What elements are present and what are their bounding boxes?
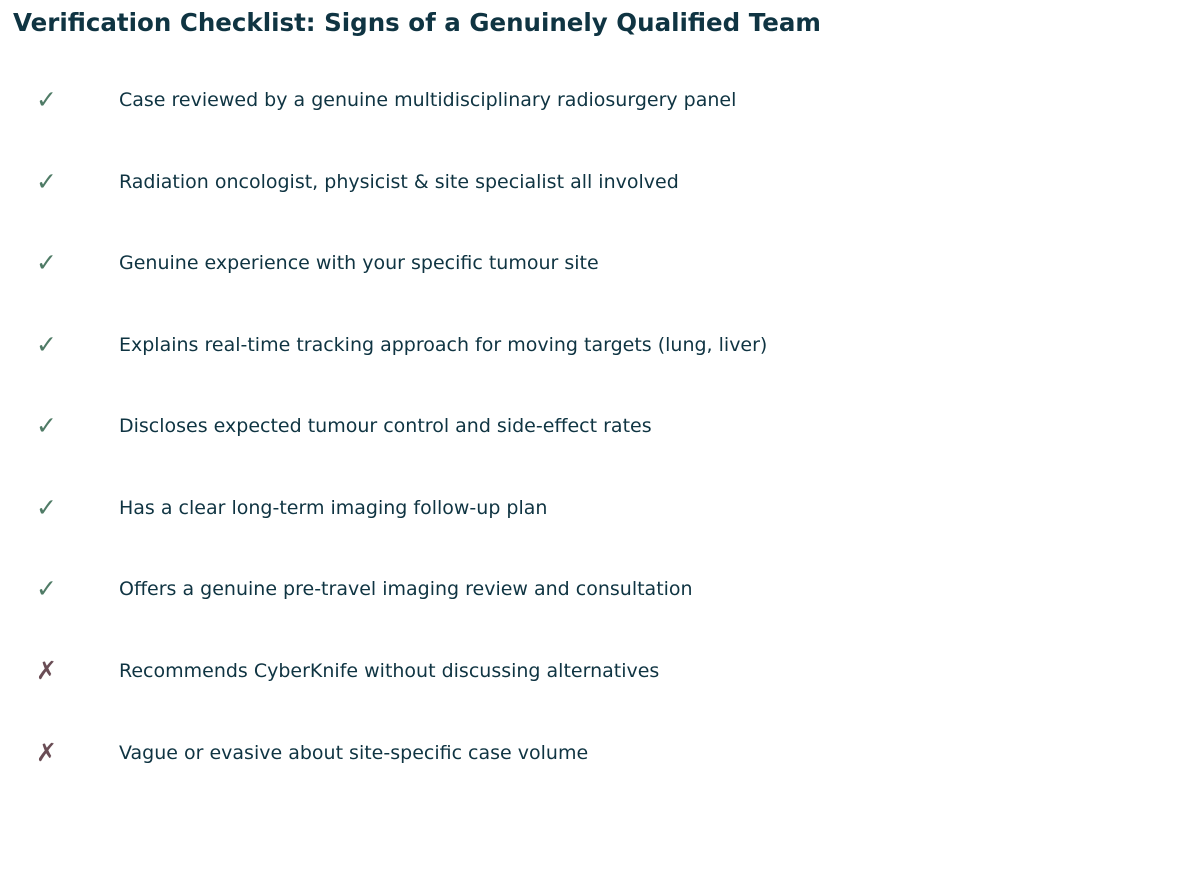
list-item: [0, 80, 1200, 120]
list-item-text: Genuine experience with your specific tumour site: [119, 252, 599, 274]
check-icon: ✓: [36, 330, 57, 359]
check-icon: ✓: [36, 85, 57, 114]
list-item-text: Explains real-time tracking approach for moving targets (lung, liver): [119, 334, 768, 356]
list-item-text: Vague or evasive about site-specific case volume: [119, 742, 589, 764]
list-item-text: Case reviewed by a genuine multidisciplinary radiosurgery panel: [119, 89, 737, 111]
list-item-text: Radiation oncologist, physicist & site specialist all involved: [119, 171, 679, 193]
list-item-text: Has a clear long-term imaging follow-up plan: [119, 497, 548, 519]
list-item-text: Recommends CyberKnife without discussing alternatives: [119, 660, 660, 682]
check-icon: ✓: [36, 248, 57, 277]
cross-icon: ✗: [36, 738, 57, 767]
check-icon: ✓: [36, 167, 57, 196]
list-item: [0, 488, 1200, 528]
list-item-text: Discloses expected tumour control and side-effect rates: [119, 415, 652, 437]
cross-icon: ✗: [36, 656, 57, 685]
check-icon: ✓: [36, 574, 57, 603]
list-item: [0, 733, 1200, 773]
list-item: [0, 162, 1200, 202]
list-item: [0, 325, 1200, 365]
list-item: [0, 651, 1200, 691]
list-item-text: Offers a genuine pre-travel imaging review and consultation: [119, 578, 693, 600]
list-item: [0, 406, 1200, 446]
list-item: [0, 243, 1200, 283]
list-item: [0, 569, 1200, 609]
check-icon: ✓: [36, 493, 57, 522]
check-icon: ✓: [36, 411, 57, 440]
page-title: Verification Checklist: Signs of a Genuinely Qualified Team: [13, 8, 821, 37]
